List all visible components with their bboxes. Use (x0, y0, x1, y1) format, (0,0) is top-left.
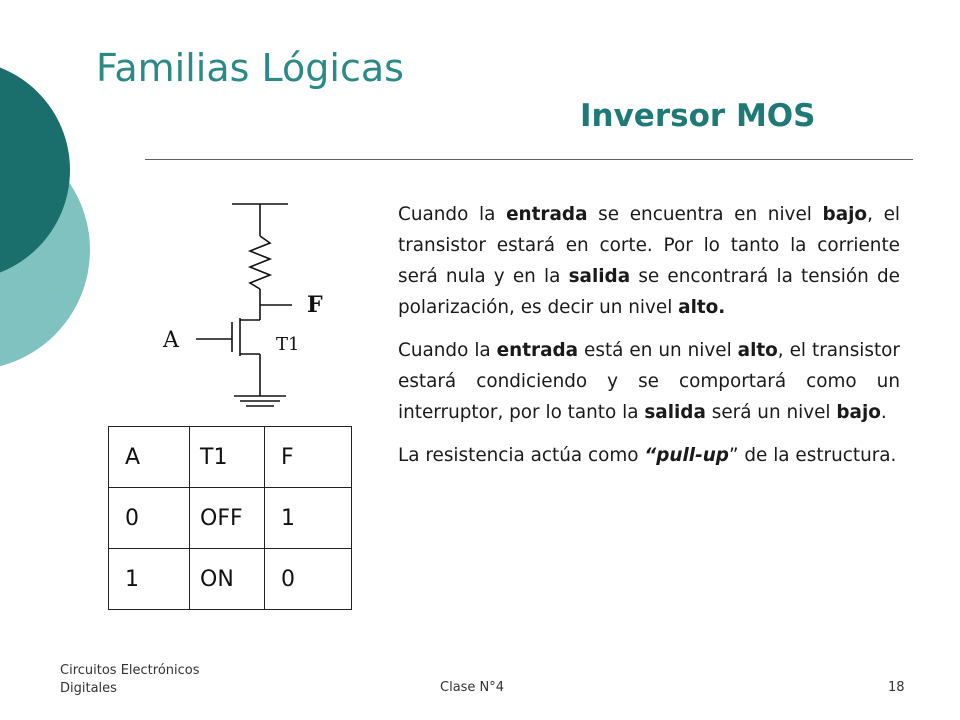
transistor-label: T1 (276, 334, 300, 355)
explanation-text (398, 199, 900, 483)
paragraph-pull-up: La resistencia actúa como “pull-up” de la estructura. (398, 445, 897, 466)
paragraph-low-input: Cuando la entrada se encuentra en nivel bajo, el transistor estará en corte. Por lo tanto la corriente será nula y en la salida se encontrará la tensión de polarización, es decir un nivel alto. (398, 204, 901, 318)
table-cell: ON (190, 549, 265, 610)
truth-table-row (109, 488, 352, 549)
table-cell: 0 (265, 549, 352, 610)
header-cell: T1 (190, 427, 265, 488)
truth-table-row (109, 549, 352, 610)
footer-course: Circuitos Electrónicos Digitales (60, 663, 200, 696)
title-divider (145, 159, 913, 160)
header-cell: F (265, 427, 352, 488)
input-label: A (163, 328, 179, 353)
table-cell: 1 (109, 549, 190, 610)
table-cell: OFF (190, 488, 265, 549)
pull-up-resistor (250, 236, 270, 289)
table-cell: 1 (265, 488, 352, 549)
slide-subtitle: Inversor MOS (580, 98, 816, 134)
table-cell: 0 (109, 488, 190, 549)
paragraph-high-input: Cuando la entrada está en un nivel alto, el transistor estará condiciendo y se comportará como un interruptor, por lo tanto la salida será un nivel bajo. (398, 340, 900, 423)
slide-title: Familias Lógicas (96, 46, 404, 90)
truth-table (108, 426, 352, 610)
mos-inverter-schematic (150, 190, 370, 420)
truth-table-header-row (109, 427, 352, 488)
page-number: 18 (888, 680, 905, 695)
header-cell: A (109, 427, 190, 488)
output-label: F (307, 292, 323, 318)
footer-lesson: Clase N°4 (440, 680, 505, 695)
